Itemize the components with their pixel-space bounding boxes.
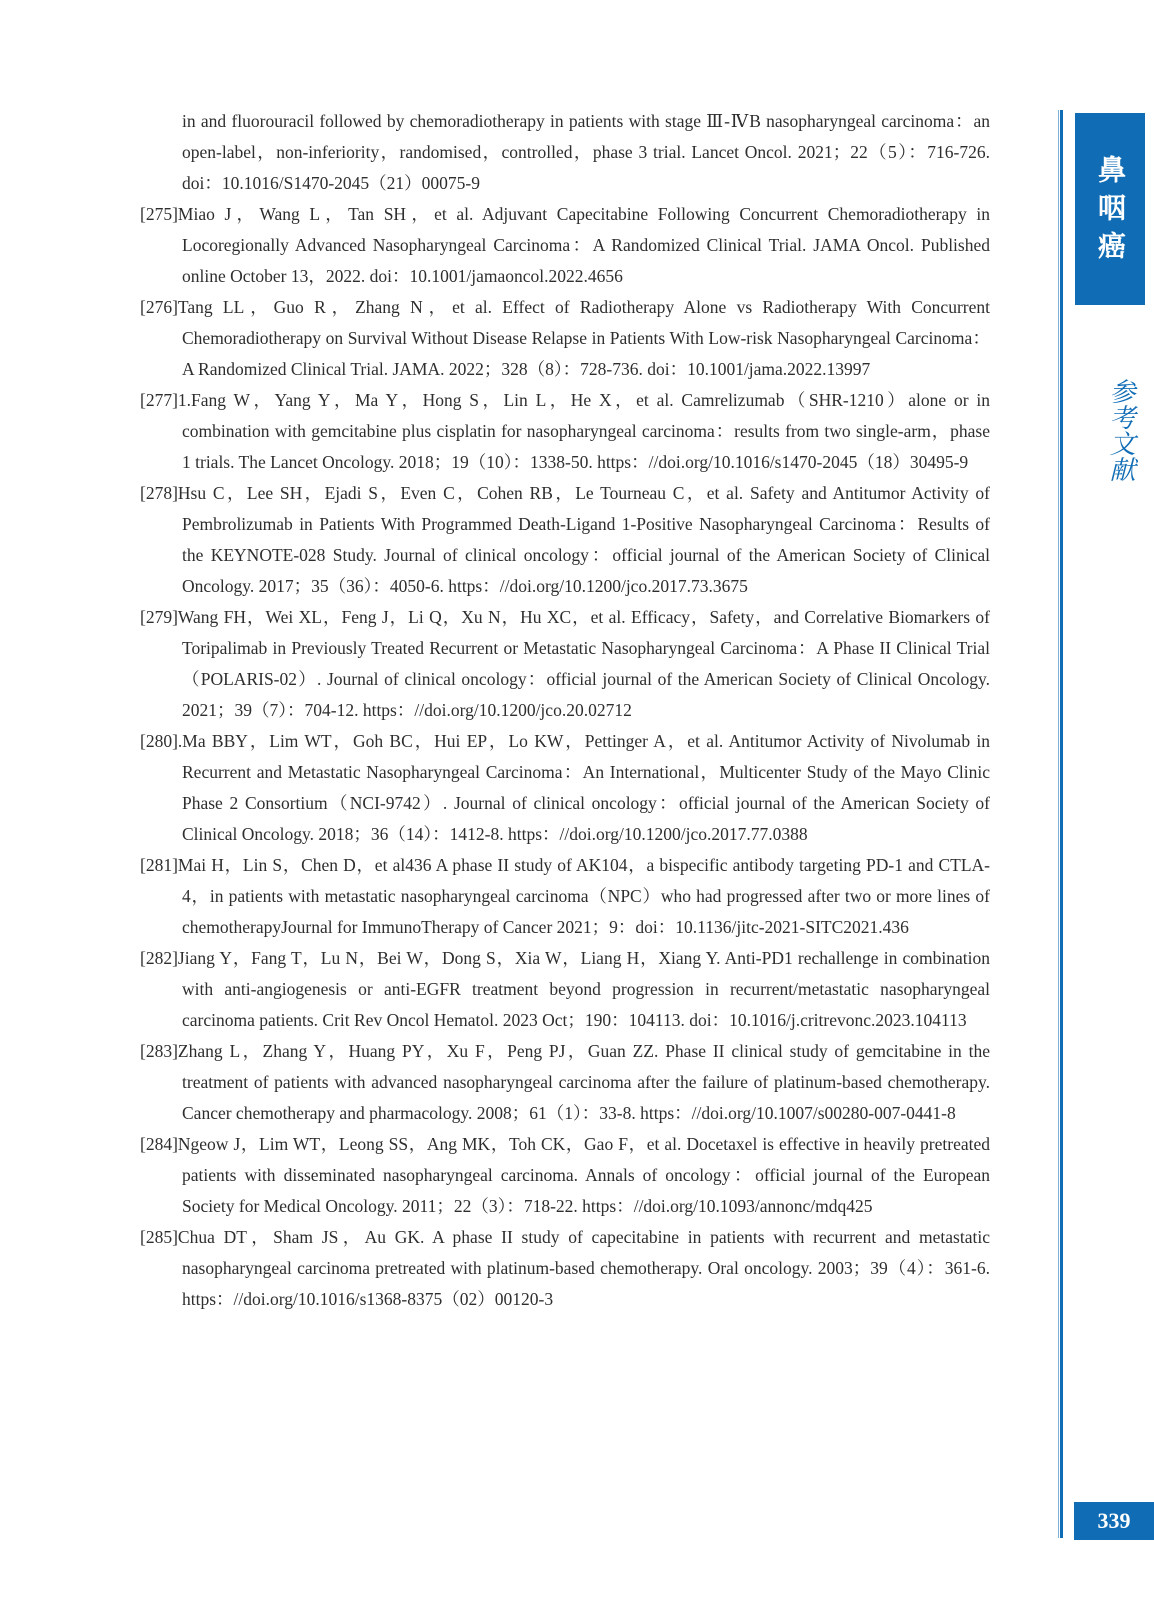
reference-items	[140, 199, 990, 1315]
reference-number: [283]	[140, 1041, 178, 1061]
reference-number: [284]	[140, 1134, 178, 1154]
references-list	[140, 106, 990, 1315]
reference-text: .Ma BBY，Lim WT，Goh BC，Hui EP，Lo KW，Pettinger A，et al. Antitumor Activity of Nivolumab in Recurrent and Metastatic Nasopharyngeal Carcinoma：An International，Multicenter Study of the Mayo Clinic Phase 2 Consortium（NCI-9742）. Journal of clinical oncology：official journal of the American Society of Clinical Oncology. 2018；36（14）：1412-8. https：//doi.org/10.1200/jco.2017.77.0388	[177, 731, 990, 844]
reference-text: Wang FH，Wei XL，Feng J，Li Q，Xu N，Hu XC，et al. Efficacy，Safety，and Correlative Biomarkers of Toripalimab in Previously Treated Recurrent or Metastatic Nasopharyngeal Carcinoma：A Phase II Clinical Trial（POLARIS-02）. Journal of clinical oncology：official journal of the American Society of Clinical Oncology. 2021；39（7）：704-12. https：//doi.org/10.1200/jco.20.02712	[177, 607, 990, 720]
reference-item	[140, 1129, 990, 1222]
reference-item	[140, 385, 990, 478]
reference-text: Jiang Y，Fang T，Lu N，Bei W，Dong S，Xia W，Liang H，Xiang Y. Anti-PD1 rechallenge in combination with anti-angiogenesis or anti-EGFR treatment beyond progression in recurrent/metastatic nasopharyngeal carcinoma patients. Crit Rev Oncol Hematol. 2023 Oct；190：104113. doi：10.1016/j.critrevonc.2023.104113	[177, 948, 990, 1030]
reference-text: 1.Fang W，Yang Y，Ma Y，Hong S，Lin L，He X，et al. Camrelizumab（SHR-1210）alone or in combination with gemcitabine plus cisplatin for nasopharyngeal carcinoma：results from two single-arm，phase 1 trials. The Lancet Oncology. 2018；19（10）：1338-50. https：//doi.org/10.1016/s1470-2045（18）30495-9	[177, 390, 990, 472]
reference-text: Zhang L，Zhang Y，Huang PY，Xu F，Peng PJ，Guan ZZ. Phase II clinical study of gemcitabine in the treatment of patients with advanced nasopharyngeal carcinoma after the failure of platinum-based chemotherapy. Cancer chemotherapy and pharmacology. 2008；61（1）：33-8. https：//doi.org/10.1007/s00280-007-0441-8	[177, 1041, 990, 1123]
reference-number: [279]	[140, 607, 178, 627]
page-number: 339	[1097, 1508, 1131, 1533]
reference-item	[140, 1222, 990, 1315]
chapter-tab-label: 鼻咽癌	[1094, 155, 1127, 269]
reference-number: [276]	[140, 297, 178, 317]
reference-number: [285]	[140, 1227, 178, 1247]
reference-item	[140, 943, 990, 1036]
reference-item	[140, 850, 990, 943]
reference-item	[140, 199, 990, 292]
reference-number: [275]	[140, 204, 178, 224]
reference-text: Ngeow J，Lim WT，Leong SS，Ang MK，Toh CK，Gao F，et al. Docetaxel is effective in heavily pretreated patients with disseminated nasopharyngeal carcinoma. Annals of oncology：official journal of the European Society for Medical Oncology. 2011；22（3）：718-22. https：//doi.org/10.1093/annonc/mdq425	[177, 1134, 990, 1216]
reference-item	[140, 726, 990, 850]
chapter-tab	[1075, 113, 1145, 305]
reference-item	[140, 292, 990, 385]
reference-text: Chua DT，Sham JS，Au GK. A phase II study of capecitabine in patients with recurrent and metastatic nasopharyngeal carcinoma pretreated with platinum-based chemotherapy. Oral oncology. 2003；39（4）：361-6. https：//doi.org/10.1016/s1368-8375（02）00120-3	[177, 1227, 990, 1309]
reference-item	[140, 602, 990, 726]
reference-item	[140, 1036, 990, 1129]
reference-number: [277]	[140, 390, 178, 410]
reference-number: [281]	[140, 855, 178, 875]
reference-text: Mai H，Lin S，Chen D，et al436 A phase II study of AK104，a bispecific antibody targeting PD-1 and CTLA-4，in patients with metastatic nasopharyngeal carcinoma（NPC）who had progressed after two or more lines of chemotherapyJournal for ImmunoTherapy of Cancer 2021；9：doi：10.1136/jitc-2021-SITC2021.436	[177, 855, 990, 937]
page-number-badge	[1074, 1502, 1154, 1540]
reference-text: Hsu C，Lee SH，Ejadi S，Even C，Cohen RB，Le Tourneau C，et al. Safety and Antitumor Activity of Pembrolizumab in Patients With Programmed Death-Ligand 1-Positive Nasopharyngeal Carcinoma：Results of the KEYNOTE-028 Study. Journal of clinical oncology：official journal of the American Society of Clinical Oncology. 2017；35（36）：4050-6. https：//doi.org/10.1200/jco.2017.73.3675	[177, 483, 990, 596]
reference-continuation: in and fluorouracil followed by chemoradiotherapy in patients with stage Ⅲ-ⅣB nasopharyngeal carcinoma：an open-label，non-inferiority，randomised，controlled，phase 3 trial. Lancet Oncol. 2021；22（5）：716-726. doi：10.1016/S1470-2045（21）00075-9	[182, 111, 990, 193]
sidebar-divider-line	[1058, 110, 1063, 1538]
section-label: 参考文献	[1105, 378, 1136, 482]
reference-number: [282]	[140, 948, 178, 968]
reference-number: [278]	[140, 483, 178, 503]
reference-text: Miao J，Wang L，Tan SH，et al. Adjuvant Capecitabine Following Concurrent Chemoradiotherapy in Locoregionally Advanced Nasopharyngeal Carcinoma：A Randomized Clinical Trial. JAMA Oncol. Published online October 13，2022. doi：10.1001/jamaoncol.2022.4656	[177, 204, 990, 286]
reference-item	[140, 478, 990, 602]
reference-text: Tang LL，Guo R，Zhang N，et al. Effect of Radiotherapy Alone vs Radiotherapy With Concurrent Chemoradiotherapy on Survival Without Disease Relapse in Patients With Low-risk Nasopharyngeal Carcinoma：A Randomized Clinical Trial. JAMA. 2022；328（8）：728-736. doi：10.1001/jama.2022.13997	[177, 297, 990, 379]
reference-number: [280]	[140, 731, 178, 751]
